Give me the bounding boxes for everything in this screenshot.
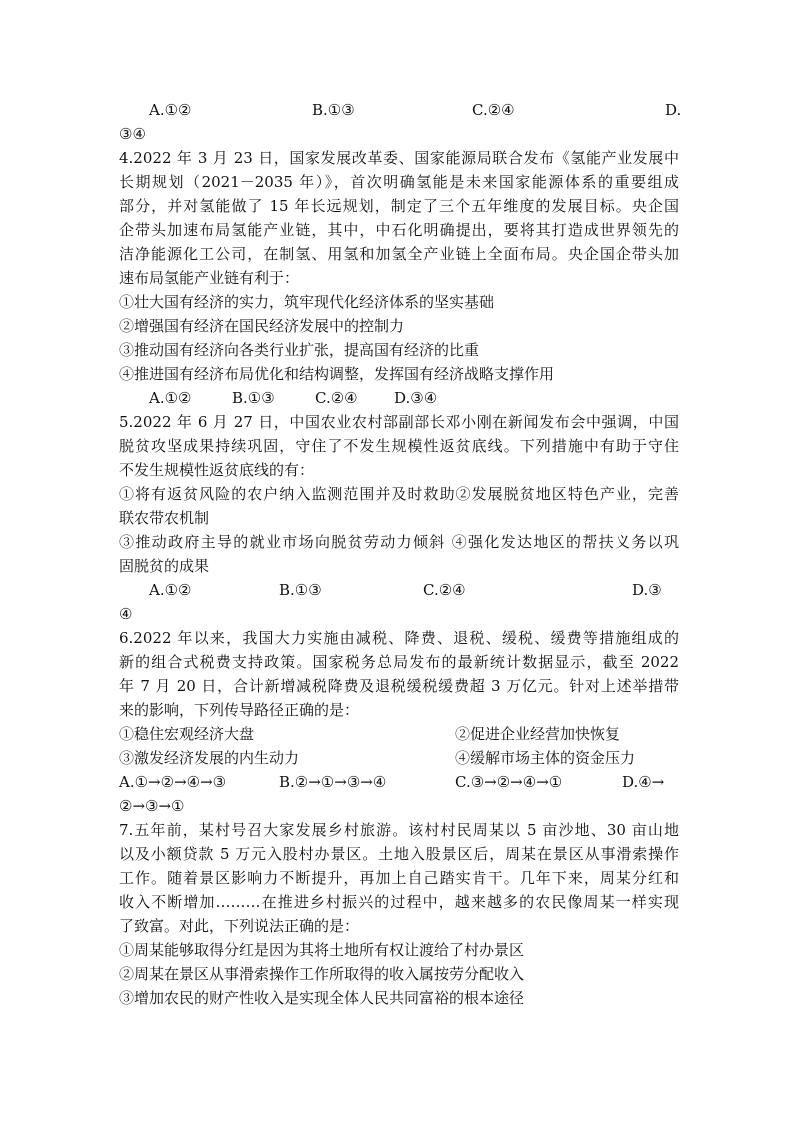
q5-item: ①将有返贫风险的农户纳入监测范围并及时救助②发展脱贫地区特色产业，完善 — [119, 485, 679, 503]
q5-item: 联农带农机制 — [119, 509, 210, 527]
q4-item: ②增强国有经济在国民经济发展中的控制力 — [119, 317, 405, 335]
q4-stem-line: 部分，并对氢能做了 15 年长远规划，制定了三个五年维度的发展目标。央企国 — [119, 197, 679, 215]
q7-stem-line: 7.五年前，某村号召大家发展乡村旅游。该村村民周某以 5 亩沙地、30 亩山地 — [119, 821, 679, 839]
q6-option-d: D.④→ — [622, 773, 665, 791]
q6-item: ④缓解市场主体的资金压力 — [455, 749, 636, 767]
q6-item: ③激发经济发展的内生动力 — [119, 749, 300, 767]
q3-option-c: C.②④ — [472, 101, 515, 119]
question-5 — [119, 410, 679, 626]
q4-item: ④推进国有经济布局优化和结构调整，发挥国有经济战略支撑作用 — [119, 365, 555, 383]
q6-item: ①稳住宏观经济大盘 — [119, 725, 255, 743]
q5-stem-line: 不发生规模性返贫底线的有： — [119, 461, 315, 479]
q3-option-d-cont: ③④ — [119, 125, 146, 143]
q4-option-d: D.③④ — [394, 389, 438, 407]
q7-stem-line: 了致富。对此，下列说法正确的是： — [119, 917, 360, 935]
q6-item: ②促进企业经营加快恢复 — [455, 725, 621, 743]
q6-items-row — [119, 746, 679, 770]
q7-stem-line: 以及小额贷款 5 万元入股村办景区。土地入股景区后，周某在景区从事滑索操作 — [119, 845, 679, 863]
q5-option-a: A.①② — [149, 581, 192, 599]
q3-options — [119, 98, 682, 122]
q5-option-d-cont: ④ — [119, 605, 133, 623]
q4-stem-line: 企带头加速布局氢能产业链，其中，中石化明确提出，要将其打造成世界领先的 — [119, 221, 679, 239]
q6-option-c: C.③→②→④→① — [455, 773, 563, 791]
question-6 — [119, 626, 679, 818]
q4-option-a: A.①② — [149, 389, 192, 407]
q7-stem-line: 收入不断增加………在推进乡村振兴的过程中，越来越多的农民像周某一样实现 — [119, 893, 679, 911]
question-4 — [119, 146, 679, 410]
q5-stem-line: 5.2022 年 6 月 27 日，中国农业农村部副部长邓小刚在新闻发布会中强调，中国 — [119, 413, 679, 431]
q6-stem-line: 6.2022 年以来，我国大力实施由减税、降费、退税、缓税、缓费等措施组成的 — [119, 629, 679, 647]
q6-option-a: A.①→②→④→③ — [119, 773, 227, 791]
q5-option-d: D.③ — [632, 581, 662, 599]
q4-option-b: B.①③ — [232, 389, 275, 407]
q6-option-d-cont: ②→③→① — [119, 797, 185, 815]
q7-item: ③增加农民的财产性收入是实现全体人民共同富裕的根本途径 — [119, 989, 525, 1007]
q4-option-c: C.②④ — [315, 389, 358, 407]
q6-stem-line: 来的影响，下列传导路径正确的是： — [119, 701, 360, 719]
q4-stem-line: 长期规划（2021－2035 年）》，首次明确氢能是未来国家能源体系的重要组成 — [119, 173, 679, 191]
question-7 — [119, 818, 679, 1010]
q6-option-b: B.②→①→③→④ — [279, 773, 387, 791]
q4-options — [119, 386, 679, 410]
q5-options — [119, 578, 679, 602]
q7-item: ①周某能够取得分红是因为其将土地所有权让渡给了村办景区 — [119, 941, 525, 959]
q4-item: ③推动国有经济向各类行业扩张，提高国有经济的比重 — [119, 341, 480, 359]
q6-items-row — [119, 722, 679, 746]
q4-stem-line: 速布局氢能产业链有利于： — [119, 269, 300, 287]
q6-stem-line: 年 7 月 20 日，合计新增减税降费及退税缓税缓费超 3 万亿元。针对上述举措带 — [119, 677, 679, 695]
q3-option-b: B.①③ — [312, 101, 355, 119]
q3-option-a: A.①② — [149, 101, 192, 119]
q6-stem-line: 新的组合式税费支持政策。国家税务总局发布的最新统计数据显示，截至 2022 — [119, 653, 679, 671]
q5-option-b: B.①③ — [279, 581, 322, 599]
q4-item: ①壮大国有经济的实力，筑牢现代化经济体系的坚实基础 — [119, 293, 495, 311]
q6-options — [119, 770, 679, 794]
q5-item: ③推动政府主导的就业市场向脱贫劳动力倾斜 ④强化发达地区的帮扶义务以巩 — [119, 533, 679, 551]
q5-item: 固脱贫的成果 — [119, 557, 210, 575]
q3-option-d: D. — [665, 101, 682, 119]
q7-stem-line: 工作。随着景区影响力不断提升，再加上自己踏实肯干。几年下来，周某分红和 — [119, 869, 679, 887]
exam-page — [119, 98, 682, 1010]
q4-stem-line: 4.2022 年 3 月 23 日，国家发展改革委、国家能源局联合发布《氢能产业发展中 — [119, 149, 679, 167]
q5-stem-line: 脱贫攻坚成果持续巩固，守住了不发生规模性返贫底线。下列措施中有助于守住 — [119, 437, 679, 455]
q7-item: ②周某在景区从事滑索操作工作所取得的收入属按劳分配收入 — [119, 965, 525, 983]
q5-option-c: C.②④ — [423, 581, 466, 599]
q4-stem-line: 洁净能源化工公司，在制氢、用氢和加氢全产业链上全面布局。央企国企带头加 — [119, 245, 679, 263]
